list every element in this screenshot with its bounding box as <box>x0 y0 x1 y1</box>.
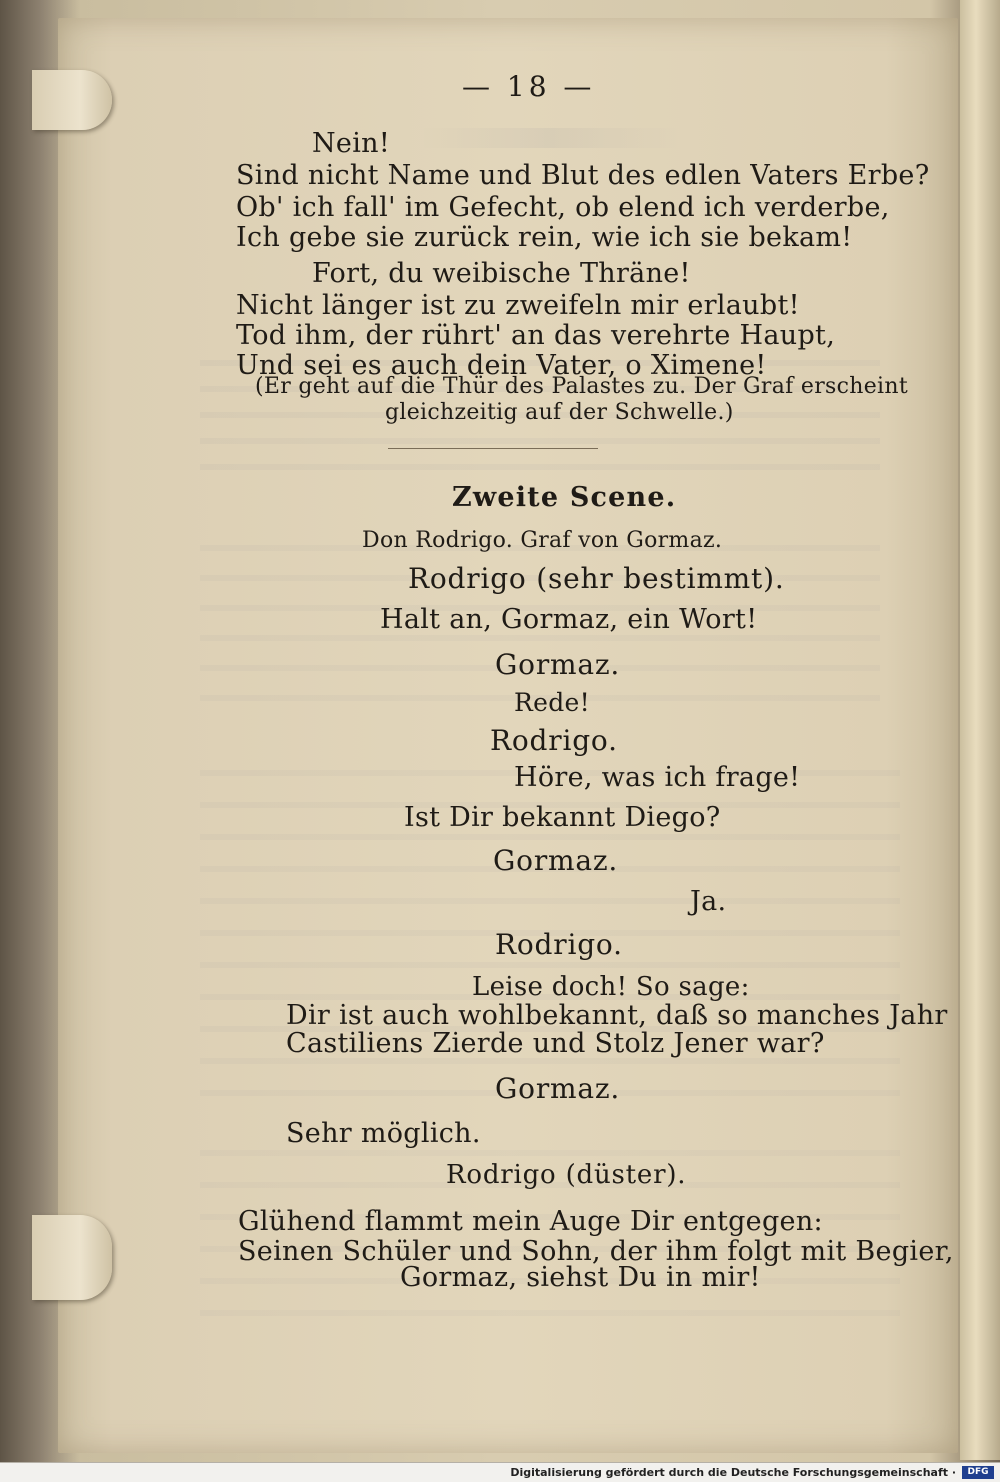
verse-line-7: Tod ihm, der rührt' an das verehrte Haupt, <box>236 320 836 351</box>
show-through-block-1 <box>420 128 680 148</box>
scene-title: Zweite Scene. <box>452 482 677 513</box>
dialogue-line-8: Castiliens Zierde und Stolz Jener war? <box>286 1028 825 1059</box>
verse-line-4: Ich gebe sie zurück rein, wie ich sie bekam! <box>236 222 853 253</box>
stage-direction-2: gleichzeitig auf der Schwelle.) <box>385 400 734 425</box>
verse-line-6: Nicht länger ist zu zweifeln mir erlaubt! <box>236 290 800 321</box>
verse-line-5: Fort, du weibische Thräne! <box>312 258 691 289</box>
speaker-rodrigo-3: Rodrigo. <box>495 928 623 961</box>
digitization-footer <box>0 1462 1000 1482</box>
scene-characters: Don Rodrigo. Graf von Gormaz. <box>362 528 723 553</box>
dialogue-line-9: Sehr möglich. <box>286 1118 481 1149</box>
dialogue-line-5: Ja. <box>690 886 727 917</box>
footer-credit: Digitalisierung gefördert durch die Deutsche Forschungsgemeinschaft · <box>510 1466 956 1479</box>
speaker-rodrigo-4: Rodrigo (düster). <box>446 1160 687 1190</box>
dialogue-line-2: Rede! <box>514 688 590 717</box>
binding-clip-top <box>32 70 112 130</box>
verse-line-8: Und sei es auch dein Vater, o Ximene! <box>236 350 767 381</box>
dialogue-line-4: Ist Dir bekannt Diego? <box>404 802 721 833</box>
page-stack-edge <box>960 0 1000 1460</box>
speaker-gormaz-3: Gormaz. <box>495 1072 621 1105</box>
stage-direction-1: (Er geht auf die Thür des Palastes zu. Der Graf erscheint <box>255 374 908 399</box>
dialogue-line-7: Dir ist auch wohlbekannt, daß so manches Jahr <box>286 1000 948 1031</box>
binding-clip-bottom <box>32 1215 112 1300</box>
speaker-rodrigo-1: Rodrigo (sehr bestimmt). <box>408 562 785 595</box>
dialogue-line-11: Seinen Schüler und Sohn, der ihm folgt mit Begier, <box>238 1236 954 1267</box>
verse-line-2: Sind nicht Name und Blut des edlen Vaters Erbe? <box>236 160 930 191</box>
verse-line-1: Nein! <box>312 128 390 159</box>
speaker-gormaz-1: Gormaz. <box>495 648 621 681</box>
verse-line-3: Ob' ich fall' im Gefecht, ob elend ich verderbe, <box>236 192 890 223</box>
speaker-rodrigo-2: Rodrigo. <box>490 724 618 757</box>
dialogue-line-6: Leise doch! So sage: <box>472 972 750 1002</box>
dialogue-line-12: Gormaz, siehst Du in mir! <box>400 1262 761 1293</box>
speaker-gormaz-2: Gormaz. <box>493 844 619 877</box>
dialogue-line-10: Glühend flammt mein Auge Dir entgegen: <box>238 1206 823 1237</box>
dialogue-line-3: Höre, was ich frage! <box>514 762 801 793</box>
section-divider <box>388 448 598 449</box>
page-number: — 18 — <box>462 70 596 103</box>
dialogue-line-1: Halt an, Gormaz, ein Wort! <box>380 604 758 635</box>
dfg-logo: DFG <box>962 1466 994 1479</box>
